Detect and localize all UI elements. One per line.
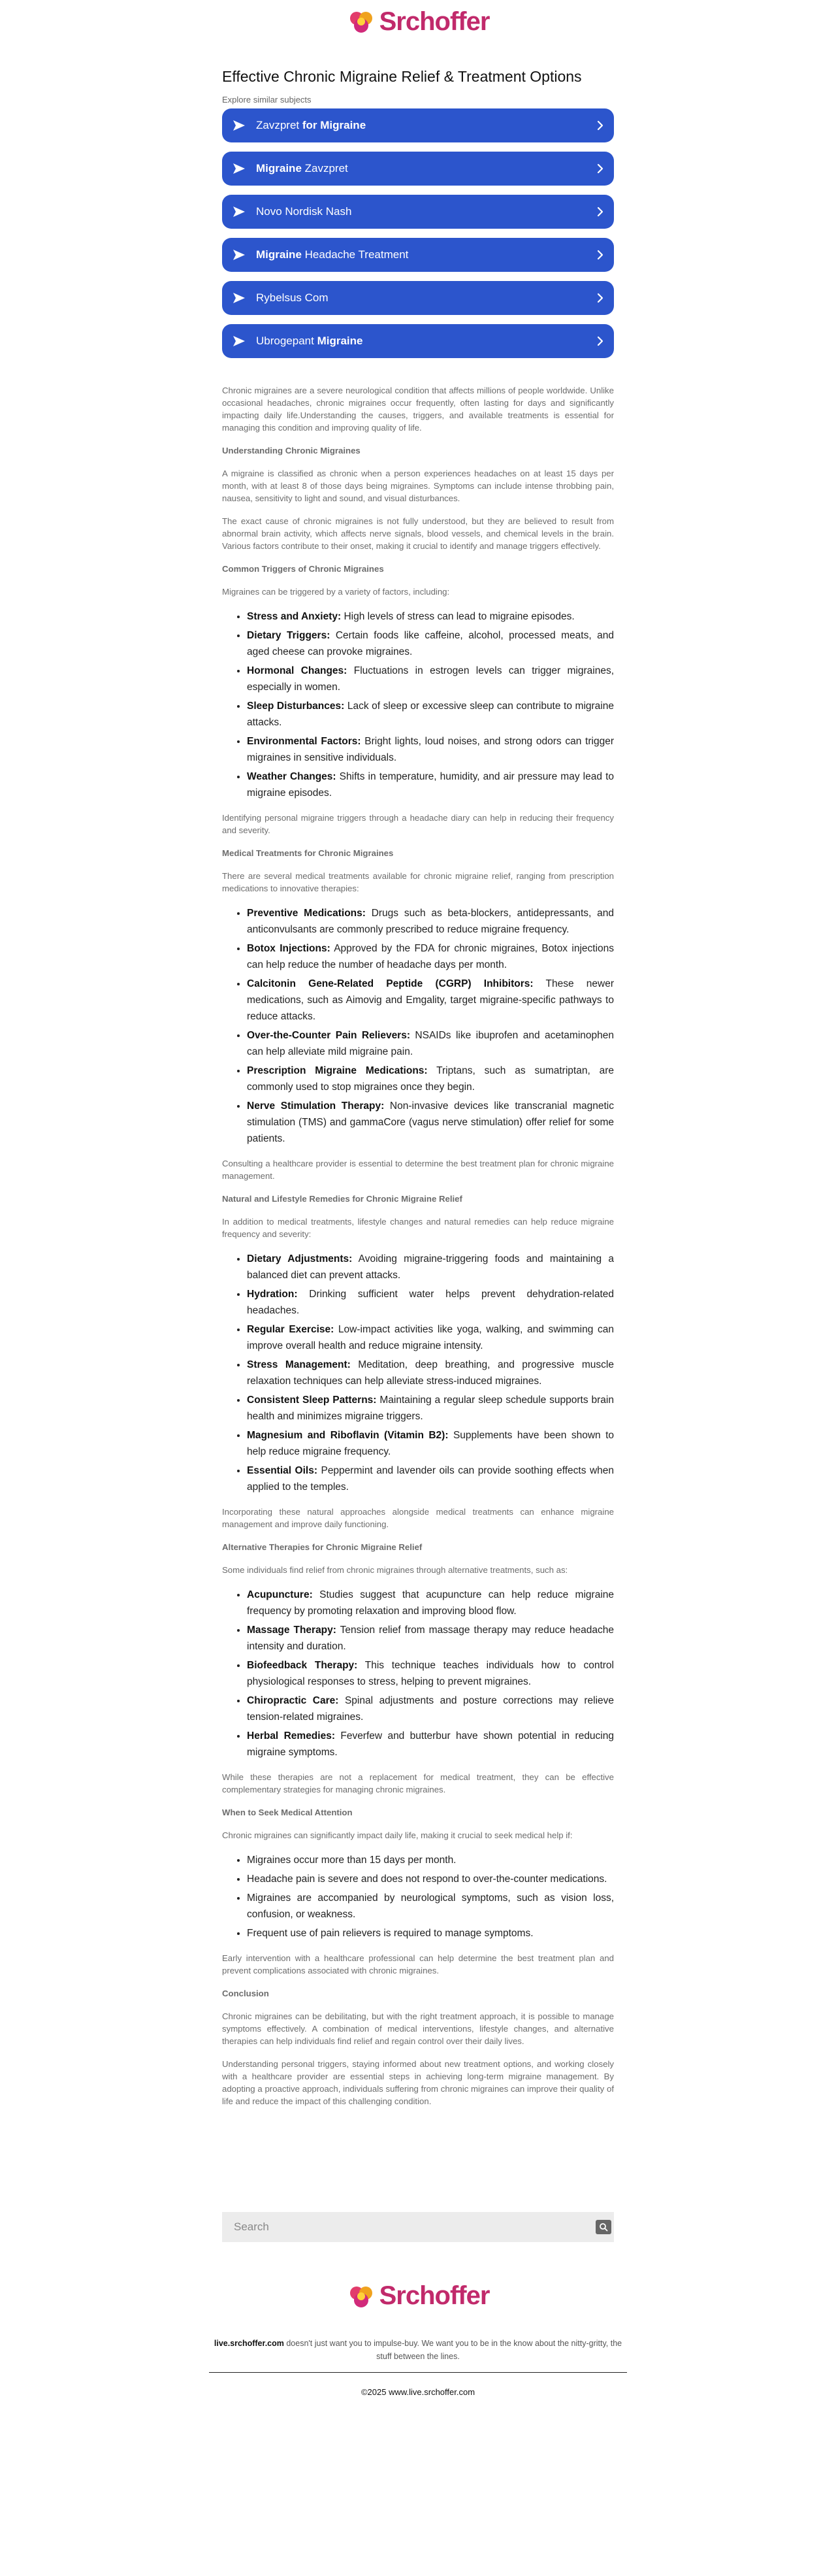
arrow-icon <box>233 292 247 304</box>
copyright: ©2025 www.live.srchoffer.com <box>361 2387 475 2397</box>
list-item: • Sleep Disturbances: Lack of sleep or excessive sleep can contribute to migraine attacks. <box>247 698 614 731</box>
logo-text: Srchoffer <box>379 2281 490 2310</box>
paragraph: In addition to medical treatments, lifestyle changes and natural remedies can help reduce migraine frequency and severity: <box>222 1217 614 1239</box>
list-item: • Chiropractic Care: Spinal adjustments and posture corrections may relieve tension-related migraines. <box>247 1693 614 1725</box>
search-button[interactable] <box>596 2220 611 2234</box>
paragraph: Migraines can be triggered by a variety of factors, including: <box>222 587 450 597</box>
section-heading: Conclusion <box>222 1989 269 1998</box>
header <box>0 0 836 43</box>
footer-divider <box>209 2372 627 2373</box>
footer <box>0 2281 836 2397</box>
bullet-list <box>222 608 614 801</box>
related-search-item[interactable] <box>222 195 614 229</box>
arrow-icon <box>233 335 247 347</box>
paragraph: Early intervention with a healthcare professional can help determine the best treatment plan and prevent complications associated with chronic migraines. <box>222 1953 614 1975</box>
list-item: • Regular Exercise: Low-impact activities like yoga, walking, and swimming can improve overall health and reduce migraine intensity. <box>247 1321 614 1354</box>
logo-flower-icon <box>347 2282 376 2311</box>
search-icon <box>599 2222 608 2232</box>
list-item: • Acupuncture: Studies suggest that acupuncture can help reduce migraine frequency by promoting relaxation and improving blood flow. <box>247 1587 614 1619</box>
list-item: • Consistent Sleep Patterns: Maintaining a regular sleep schedule supports brain health and minimizes migraine triggers. <box>247 1392 614 1425</box>
related-search-item[interactable] <box>222 324 614 358</box>
list-item: • Over-the-Counter Pain Relievers: NSAIDs like ibuprofen and acetaminophen can help alleviate mild migraine pain. <box>247 1027 614 1060</box>
list-item: • Environmental Factors: Bright lights, loud noises, and strong odors can trigger migraines in sensitive individuals. <box>247 733 614 766</box>
footer-tagline-text: doesn't just want you to impulse-buy. We want you to be in the know about the nitty-gritty, the stuff between the lines. <box>283 2339 622 2361</box>
related-search-item[interactable] <box>222 152 614 186</box>
paragraph: The exact cause of chronic migraines is not fully understood, but they are believed to result from abnormal brain activity, which affects nerve signals, blood vessels, and chemical levels in the brain. Various factors contribute to their onset, making it crucial to identify and manage triggers effectively. <box>222 516 614 551</box>
section-heading: Alternative Therapies for Chronic Migraine Relief <box>222 1542 423 1552</box>
related-search-label: Ubrogepant Migraine <box>256 335 363 347</box>
page-title: Effective Chronic Migraine Relief & Treatment Options <box>222 68 582 85</box>
related-search-label: Novo Nordisk Nash <box>256 205 352 218</box>
chevron-right-icon <box>590 120 603 131</box>
paragraph: Chronic migraines can significantly impact daily life, making it crucial to seek medical help if: <box>222 1830 573 1840</box>
list-item: • Dietary Adjustments: Avoiding migraine-triggering foods and maintaining a balanced diet can prevent attacks. <box>247 1251 614 1283</box>
chevron-right-icon <box>590 163 603 174</box>
search-input[interactable] <box>233 2220 596 2234</box>
paragraph: While these therapies are not a replacement for medical treatment, they can be effective complementary strategies for managing chronic migraines. <box>222 1772 614 1794</box>
list-item: • Preventive Medications: Drugs such as beta-blockers, antidepressants, and anticonvulsants are commonly prescribed to reduce migraine frequency. <box>247 905 614 938</box>
list-item: • Massage Therapy: Tension relief from massage therapy may reduce headache intensity and duration. <box>247 1622 614 1655</box>
list-item: • Essential Oils: Peppermint and lavender oils can provide soothing effects when applied to the temples. <box>247 1462 614 1495</box>
list-item: • Migraines are accompanied by neurological symptoms, such as vision loss, confusion, or weakness. <box>247 1890 614 1923</box>
chevron-right-icon <box>590 336 603 346</box>
related-search-label: Migraine Headache Treatment <box>256 248 409 261</box>
section-heading: Common Triggers of Chronic Migraines <box>222 564 384 574</box>
related-search-label: Zavzpret for Migraine <box>256 119 366 131</box>
list-item: • Migraines occur more than 15 days per month. <box>247 1852 614 1868</box>
related-search-label: Rybelsus Com <box>256 291 329 304</box>
paragraph: Identifying personal migraine triggers through a headache diary can help in reducing their frequency and severity. <box>222 813 614 835</box>
bullet-list <box>222 1852 614 1941</box>
list-item: • Headache pain is severe and does not respond to over-the-counter medications. <box>247 1871 614 1887</box>
related-search-item[interactable] <box>222 281 614 315</box>
paragraph: A migraine is classified as chronic when a person experiences headaches on at least 15 days per month, with at least 8 of those days being migraines. Symptoms can include intense throbbing pain, nausea, sensitivity to light and sound, and visual disturbances. <box>222 469 614 503</box>
paragraph: Consulting a healthcare provider is essential to determine the best treatment plan for chronic migraine management. <box>222 1159 614 1181</box>
article-intro: Chronic migraines are a severe neurological condition that affects millions of people worldwide. Unlike occasional headaches, chronic migraines occur frequently, often lasting for days and significantly impacting daily life.Understanding the causes, triggers, and available treatments is essential for managing this condition and improving quality of life. <box>222 386 614 433</box>
brand-logo[interactable] <box>347 7 490 37</box>
list-item: • Hormonal Changes: Fluctuations in estrogen levels can trigger migraines, especially in women. <box>247 663 614 695</box>
list-item: • Botox Injections: Approved by the FDA for chronic migraines, Botox injections can help reduce the number of headache days per month. <box>247 940 614 973</box>
section-heading: Natural and Lifestyle Remedies for Chronic Migraine Relief <box>222 1194 462 1204</box>
related-search-item[interactable] <box>222 108 614 142</box>
arrow-icon <box>233 206 247 218</box>
arrow-icon <box>233 120 247 131</box>
related-search-label: Migraine Zavzpret <box>256 162 348 174</box>
bullet-list <box>222 1587 614 1760</box>
paragraph: Incorporating these natural approaches alongside medical treatments can enhance migraine management and improve daily functioning. <box>222 1507 614 1529</box>
list-item: • Prescription Migraine Medications: Triptans, such as sumatriptan, are commonly used to stop migraines once they begin. <box>247 1063 614 1095</box>
section-heading: Understanding Chronic Migraines <box>222 446 361 455</box>
main-content <box>222 68 614 2242</box>
bullet-list <box>222 905 614 1147</box>
bullet-list <box>222 1251 614 1495</box>
section-heading: When to Seek Medical Attention <box>222 1808 353 1817</box>
list-item: • Magnesium and Riboflavin (Vitamin B2): Supplements have been shown to help reduce migraine frequency. <box>247 1427 614 1460</box>
list-item: • Frequent use of pain relievers is required to manage symptoms. <box>247 1925 614 1941</box>
list-item: • Stress Management: Meditation, deep breathing, and progressive muscle relaxation techniques can help alleviate stress-induced migraines. <box>247 1357 614 1389</box>
related-search-item[interactable] <box>222 238 614 272</box>
list-item: • Biofeedback Therapy: This technique teaches individuals how to control physiological responses to stress, helping to prevent migraines. <box>247 1657 614 1690</box>
related-searches <box>222 108 614 358</box>
list-item: • Calcitonin Gene-Related Peptide (CGRP) Inhibitors: These newer medications, such as Aimovig and Emgality, target migraine-specific pathways to reduce attacks. <box>247 976 614 1025</box>
footer-tagline <box>209 2337 627 2363</box>
paragraph: Understanding personal triggers, staying informed about new treatment options, and working closely with a healthcare provider are essential steps in achieving long-term migraine management. By adopting a proactive approach, individuals suffering from chronic migraines can improve their quality of life and reduce the impact of this challenging condition. <box>222 2059 614 2106</box>
search-bar <box>222 2212 614 2242</box>
chevron-right-icon <box>590 293 603 303</box>
article <box>222 384 614 2107</box>
chevron-right-icon <box>590 250 603 260</box>
chevron-right-icon <box>590 206 603 217</box>
list-item: • Stress and Anxiety: High levels of stress can lead to migraine episodes. <box>247 608 614 625</box>
logo-flower-icon <box>347 7 376 36</box>
arrow-icon <box>233 163 247 174</box>
footer-logo[interactable] <box>0 2281 836 2311</box>
section-heading: Medical Treatments for Chronic Migraines <box>222 848 394 858</box>
footer-site-link[interactable]: live.srchoffer.com <box>214 2339 284 2348</box>
explore-label: Explore similar subjects <box>222 95 312 105</box>
paragraph: Chronic migraines can be debilitating, but with the right treatment approach, it is possible to manage symptoms effectively. A combination of medical interventions, lifestyle changes, and alternative therapies can help individuals find relief and regain control over their daily lives. <box>222 2011 614 2046</box>
paragraph: There are several medical treatments available for chronic migraine relief, ranging from prescription medications to innovative therapies: <box>222 871 614 893</box>
list-item: • Nerve Stimulation Therapy: Non-invasive devices like transcranial magnetic stimulation (TMS) and gammaCore (vagus nerve stimulation) offer relief for some patients. <box>247 1098 614 1147</box>
paragraph: Some individuals find relief from chronic migraines through alternative treatments, such as: <box>222 1565 568 1575</box>
logo-text: Srchoffer <box>379 7 490 36</box>
list-item: • Weather Changes: Shifts in temperature, humidity, and air pressure may lead to migraine episodes. <box>247 768 614 801</box>
list-item: • Herbal Remedies: Feverfew and butterbur have shown potential in reducing migraine symptoms. <box>247 1728 614 1760</box>
arrow-icon <box>233 249 247 261</box>
list-item: • Dietary Triggers: Certain foods like caffeine, alcohol, processed meats, and aged cheese can provoke migraines. <box>247 627 614 660</box>
list-item: • Hydration: Drinking sufficient water helps prevent dehydration-related headaches. <box>247 1286 614 1319</box>
